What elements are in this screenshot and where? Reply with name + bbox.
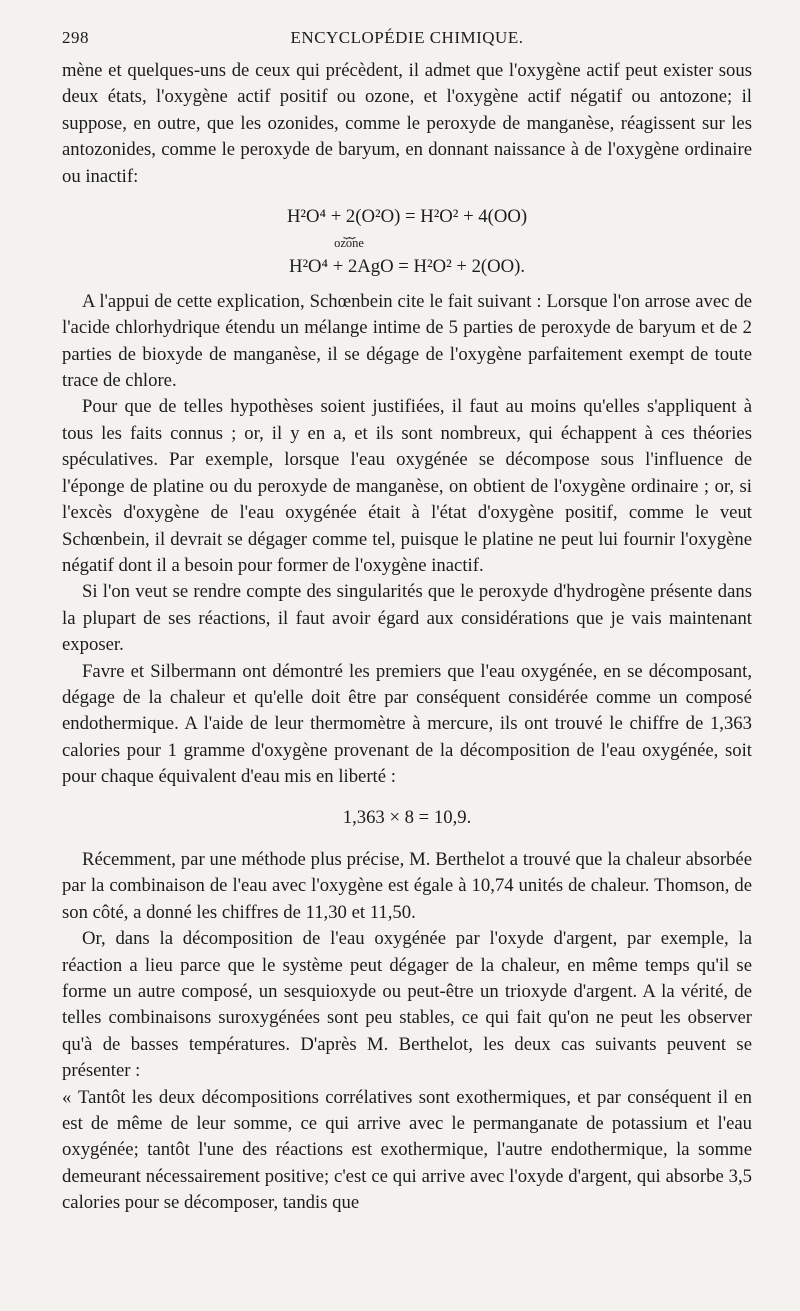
underbrace-icon: ⏟⏟	[343, 227, 355, 240]
paragraph-4: Si l'on veut se rendre compte des singularités que le peroxyde d'hydrogène présente dans la plupart de ses réactions, il faut avoir égard aux considérations que je vais maintenant exposer.	[62, 581, 752, 656]
equation-2: H²O⁴ + 2AgO = H²O² + 2(OO).	[288, 256, 526, 278]
equation-1: H²O⁴ + 2(O²O) = H²O² + 4(OO)	[286, 206, 528, 228]
ozone-label: ozone	[334, 236, 364, 251]
page-body	[62, 58, 752, 1217]
paragraph-6: Récemment, par une méthode plus précise, M. Berthelot a trouvé que la chaleur absorbée par la combinaison de l'eau avec l'oxygène est égale à 10,74 unités de chaleur. Thomson, de son côté, a donné les chiffres de 11,30 et 11,50.	[62, 848, 752, 923]
paragraph-3: Pour que de telles hypothèses soient justifiées, il faut au moins qu'elles s'appliquent à tous les faits connus ; or, il y en a, et ils sont nombreux, qui échappent à ces théories spéculatives. Par exemple, lorsque l'eau oxygénée se décompose sous l'influence de l'éponge de platine ou du peroxyde de manganèse, on obtient de l'oxygène ordinaire ; or, si l'excès d'oxygène de l'eau oxygénée était à l'état d'oxygène positif, comme le veut Schœnbein, il devrait se dégager comme tel, puisque le platine ne peut lui fournir l'oxygène négatif dont il a besoin pour former de l'oxygène inactif.	[62, 396, 752, 576]
quotation-paragraph	[62, 1085, 752, 1217]
quote-mark: «	[62, 1086, 72, 1108]
quotation-text: Tantôt les deux décompositions corrélatives sont exothermiques, et par conséquent il en est de même de leur somme, ce qui arrive avec le permanganate de potassium et l'eau oxygénée; tantôt l'une des réactions est exothermique, l'autre endothermique, la somme demeurant nécessairement positive; c'est ce qui arrive avec l'oxyde d'argent, qui absorbe 3,5 calories pour se décomposer, tandis que	[62, 1086, 752, 1214]
running-title: ENCYCLOPÉDIE CHIMIQUE.	[290, 28, 524, 47]
page-header	[62, 28, 752, 52]
paragraph-7: Or, dans la décomposition de l'eau oxygénée par l'oxyde d'argent, par exemple, la réaction a lieu parce que le système peut dégager de la chaleur, en même temps qu'il se forme un autre composé, un sesquioxyde ou peut-être un trioxyde d'argent. A la vérité, de telles combinaisons suroxygénées sont peu stables, ce qui fait qu'on ne peut les observer qu'à de basses températures. D'après M. Berthelot, les deux cas suivants peuvent se présenter :	[62, 928, 752, 1082]
page-number: 298	[62, 28, 89, 47]
equation-3: 1,363 × 8 = 10,9.	[342, 806, 472, 828]
quotation	[62, 1085, 752, 1217]
equation-1-label	[4, 227, 694, 251]
paragraph-1: mène et quelques-uns de ceux qui précèdent, il admet que l'oxygène actif peut exister sous deux états, l'oxygène actif positif ou ozone, et l'oxygène actif négatif ou antozone; il suppose, en outre, que les ozonides, comme le peroxyde de manganèse, réagissent sur les antozonides, comme le peroxyde de baryum, en donnant naissance à de l'oxygène ordinaire ou inactif:	[62, 60, 752, 187]
paragraph-5: Favre et Silbermann ont démontré les premiers que l'eau oxygénée, en se décomposant, dégage de la chaleur et qu'elle doit être par conséquent considérée comme un composé endothermique. A l'aide de leur thermomètre à mercure, ils ont trouvé le chiffre de 1,363 calories pour 1 gramme d'oxygène provenant de la décomposition de l'eau oxygénée, soit pour chaque équivalent d'eau mis en liberté :	[62, 660, 752, 788]
paragraph-2: A l'appui de cette explication, Schœnbein cite le fait suivant : Lorsque l'on arrose avec de l'acide chlorhydrique étendu un mélange intime de 5 parties de peroxyde de baryum et de 2 parties de bioxyde de manganèse, il se dégage de l'oxygène parfaitement exempt de toute trace de chlore.	[62, 290, 752, 392]
